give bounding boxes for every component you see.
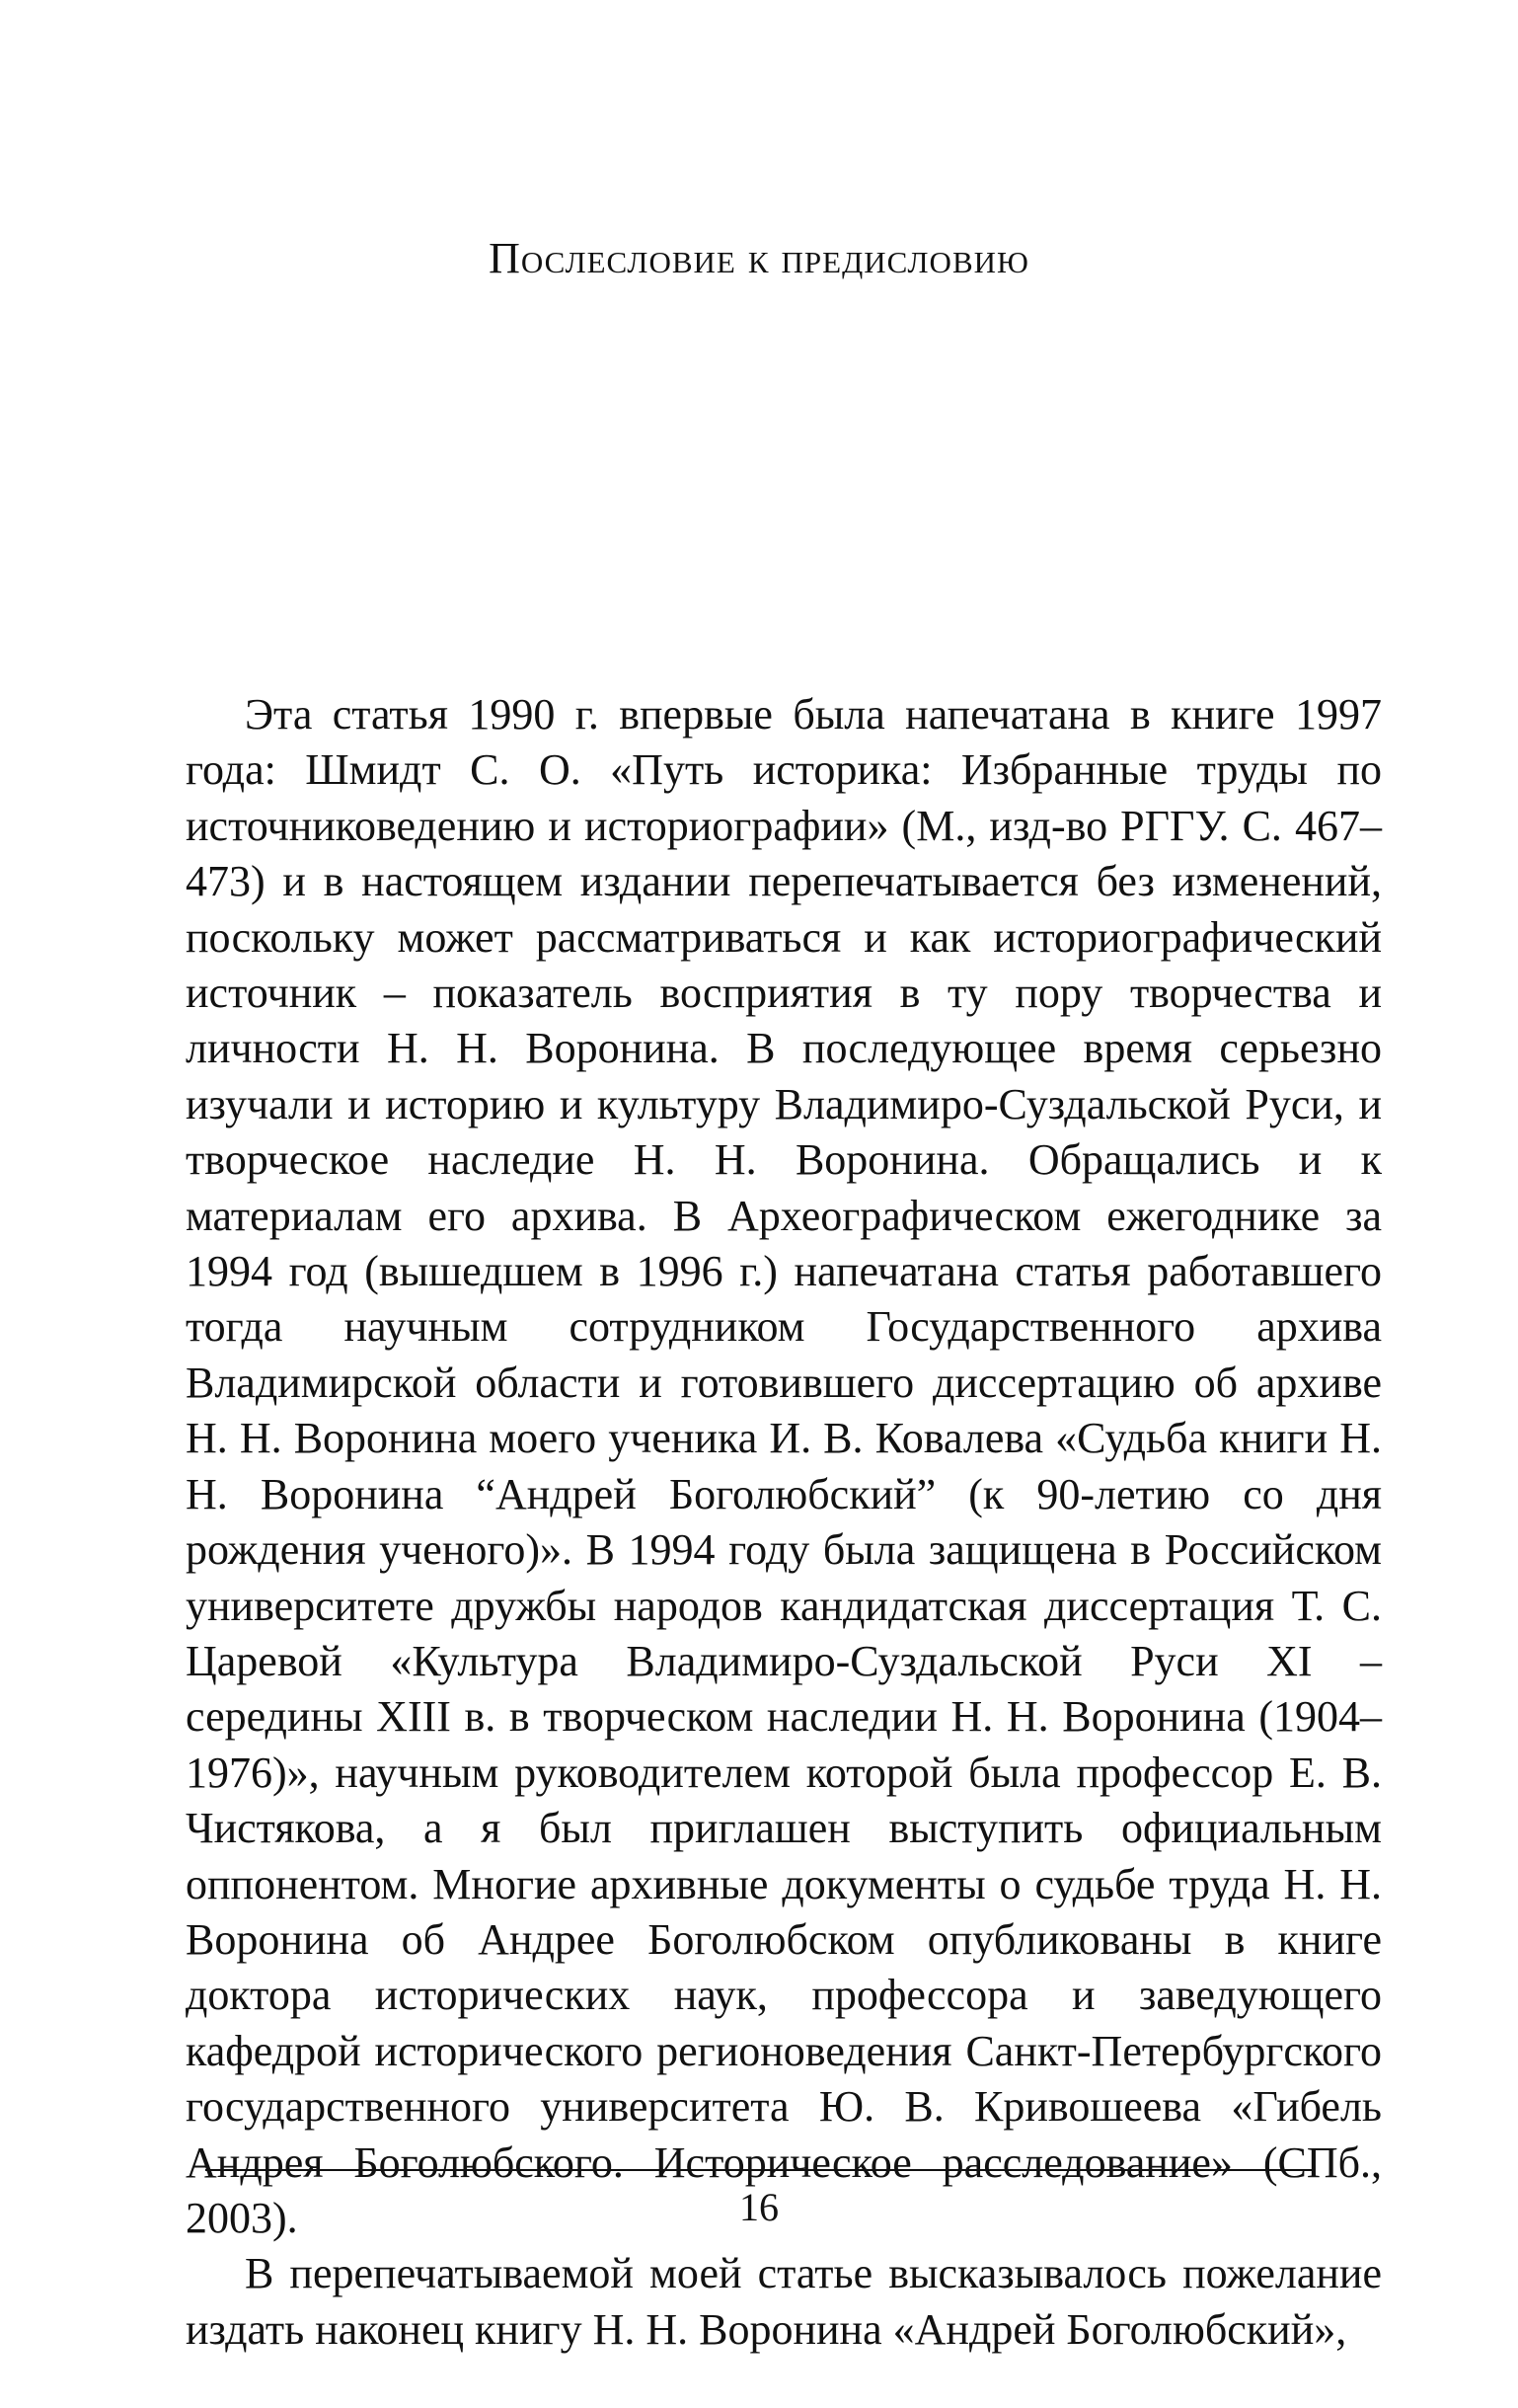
footer-divider xyxy=(205,2169,1315,2171)
paragraph: В перепечатываемой моей статье высказывалось пожелание издать наконец книгу Н. Н. Воронина «Андрей Боголюбский», xyxy=(186,2249,1382,2354)
page-number: 16 xyxy=(739,2185,779,2229)
paragraph: Эта статья 1990 г. впервые была напечатана в книге 1997 года: Шмидт С. О. «Путь историка: Избранные труды по источниковедению и историографии» (М., изд-во РГГУ. С. 467–473) и в настоящем издании перепечатывается без изменений, поскольку может рассматриваться и как историографический источник – показатель восприятия в ту пору творчества и личности Н. Н. Воронина. В последующее время серьезно изучали и историю и культуру Владимиро-Суздальской Руси, и творческое наследие Н. Н. Воронина. Обращались и к материалам его архива. В Археографическом ежегоднике за 1994 год (вышедшем в 1996 г.) напечатана статья работавшего тогда научным сотрудником Государственного архива Владимирской области и готовившего диссертацию об архиве Н. Н. Воронина моего ученика И. В. Ковалева «Судьба книги Н. Н. Воронина “Андрей Боголюбский” (к 90-летию со дня рождения ученого)». В 1994 году была защищена в Российском университете дружбы народов кандидатская диссертация Т. С. Царевой «Культура Владимиро-Суздальской Руси XI – середины XIII в. в творческом наследии Н. Н. Воронина (1904–1976)», научным руководителем которой была профессор Е. В. Чистякова, а я был приглашен выступить официальным оппонентом. Многие архивные документы о судьбе труда Н. Н. Воронина об Андрее Боголюбском опубликованы в книге доктора исторических наук, профессора и заведующего кафедрой исторического регионоведения Санкт-Петербургского государственного университета Ю. В. Кривошеева «Гибель Андрея Боголюбского. Историческое расследование» (СПб., 2003). xyxy=(186,690,1382,2242)
page-title: Послесловие к предисловию xyxy=(489,234,1029,282)
body-text xyxy=(186,687,1382,2358)
